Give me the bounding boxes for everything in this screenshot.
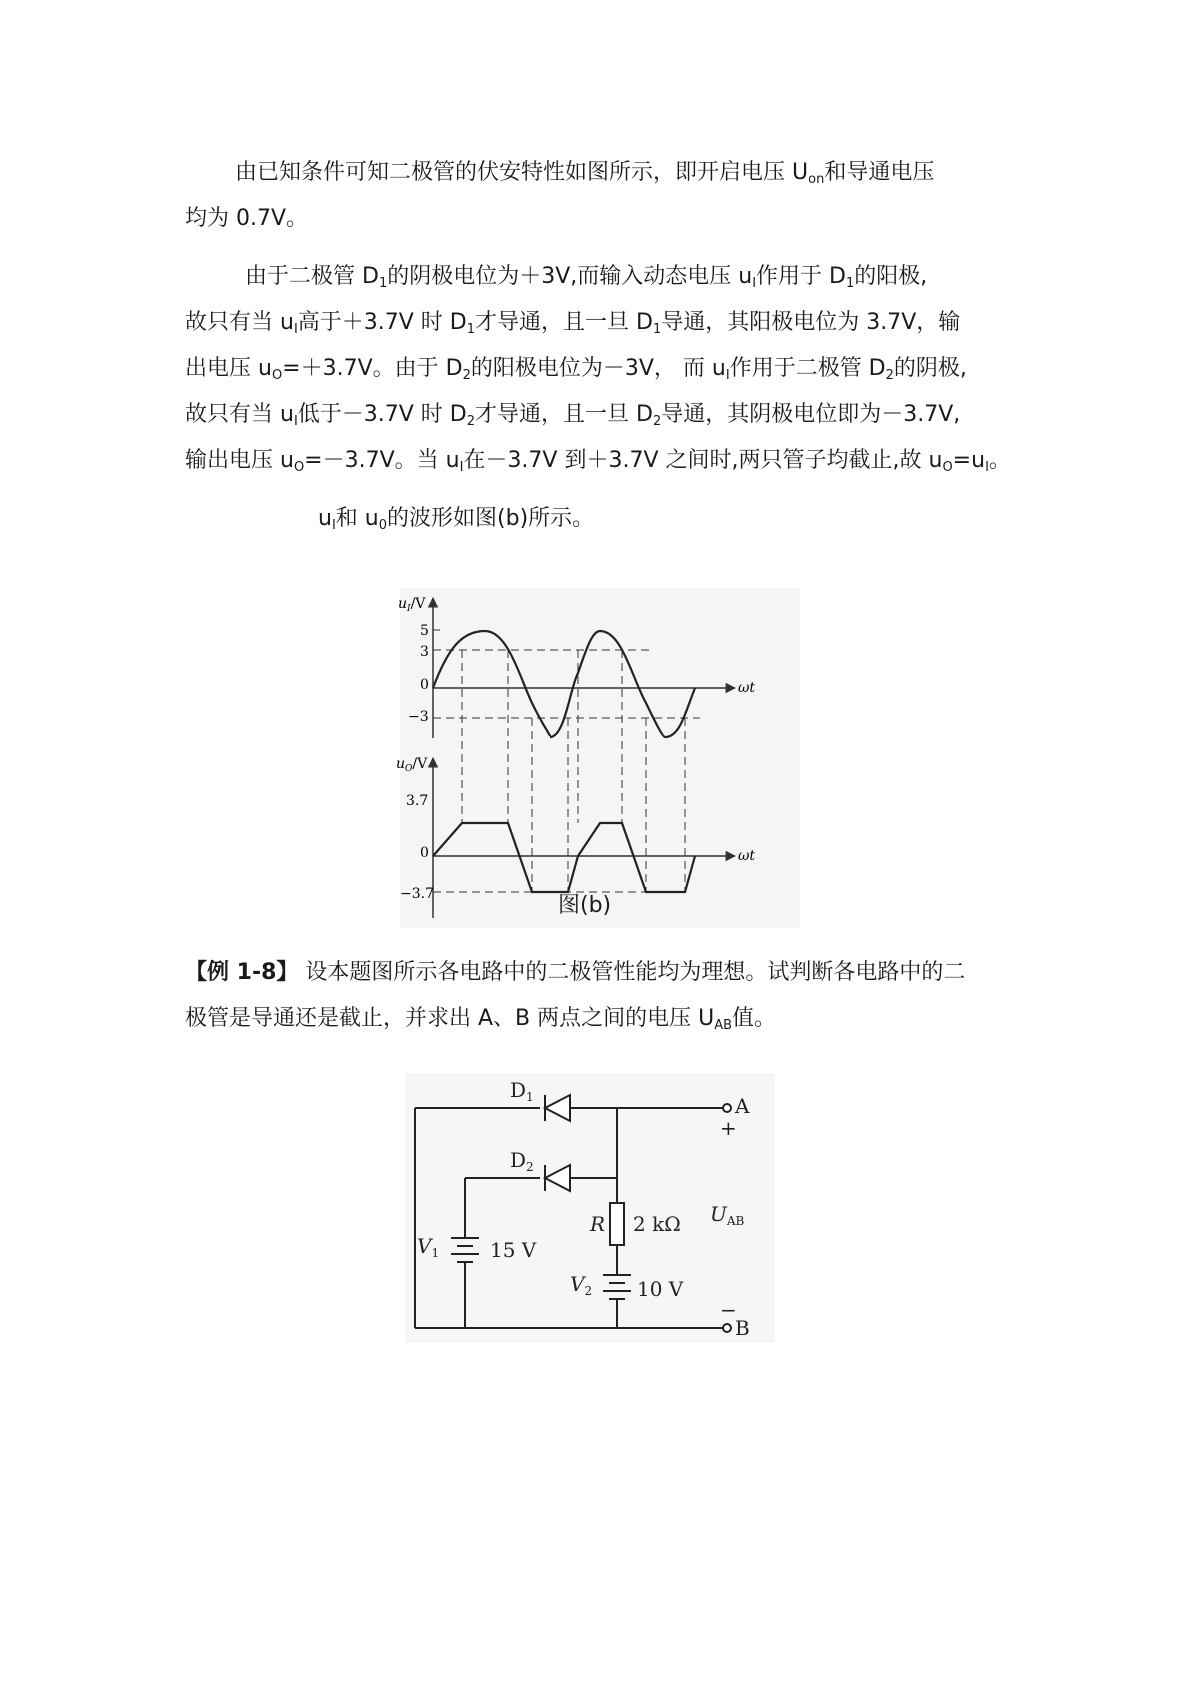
bottom-y-label: $u_O/V$ xyxy=(396,756,428,774)
text: 由于二极管 D xyxy=(245,264,379,289)
minus-sign: − xyxy=(720,1298,737,1322)
figure-b-caption: 图(b) xyxy=(558,893,612,918)
subscript: 2 xyxy=(466,414,476,429)
text: 的阳极, xyxy=(854,264,928,289)
text: 作用于 D xyxy=(756,264,846,289)
text: 的波形如图(b)所示。 xyxy=(387,506,595,531)
subscript: 1 xyxy=(652,322,662,337)
terminal-b-icon xyxy=(723,1324,731,1332)
text: 设本题图所示各电路中的二极管性能均为理想。试判断各电路中的二 xyxy=(298,960,966,985)
text: =－3.7V。当 u xyxy=(304,448,460,473)
r-label: R xyxy=(590,1212,606,1236)
text: =u xyxy=(952,448,986,473)
resistor-icon xyxy=(610,1203,624,1245)
para2-line5 xyxy=(185,438,1025,491)
b-label: B xyxy=(735,1316,750,1340)
subscript: O xyxy=(942,460,953,475)
text: 导通，其阴极电位即为－3.7V, xyxy=(661,402,961,427)
text: 的阳极电位为－3V， 而 u xyxy=(470,356,726,381)
subscript: O xyxy=(271,368,283,383)
d1-label: $D_1$ xyxy=(510,1078,534,1104)
top-x-label: ωt xyxy=(738,680,756,696)
text: =＋3.7V。由于 D xyxy=(282,356,463,381)
text: 的阴极, xyxy=(893,356,967,381)
r-value: 2 kΩ xyxy=(633,1212,681,1236)
text: 输出电压 u xyxy=(185,448,294,473)
v2-label: $V_2$ xyxy=(570,1272,593,1298)
subscript: I xyxy=(331,518,336,533)
bottom-x-label: ωt xyxy=(738,848,756,864)
subscript: 2 xyxy=(462,368,471,383)
tick-label: 3 xyxy=(420,644,429,660)
text: 和导通电压 xyxy=(824,160,935,185)
uab-label: $U_{AB}$ xyxy=(710,1202,745,1228)
para1-line2 xyxy=(185,196,1025,242)
para3 xyxy=(318,496,1158,549)
tick-label: 5 xyxy=(420,623,429,639)
text: 低于－3.7V 时 D xyxy=(297,402,467,427)
circuit-diagram xyxy=(405,1073,775,1343)
figure-background xyxy=(400,588,800,928)
text: 故只有当 u xyxy=(185,402,294,427)
subscript: on xyxy=(808,172,825,187)
subscript: 0 xyxy=(378,518,388,533)
example-line1 xyxy=(185,950,1025,996)
text: 由已知条件可知二极管的伏安特性如图所示，即开启电压 U xyxy=(235,160,809,185)
plus-sign: + xyxy=(720,1116,737,1140)
subscript: 1 xyxy=(378,276,388,291)
example-label: 【例 1-8】 xyxy=(185,960,299,985)
text: 和 u xyxy=(335,506,379,531)
d2-label: $D_2$ xyxy=(510,1148,534,1174)
text: u xyxy=(318,506,332,531)
text: 在－3.7V 到＋3.7V 之间时,两只管子均截止,故 u xyxy=(463,448,943,473)
text: 。 xyxy=(988,448,1011,473)
v2-value: 10 V xyxy=(637,1277,684,1301)
text: 高于＋3.7V 时 D xyxy=(297,310,467,335)
subscript: I xyxy=(752,276,757,291)
text: 故只有当 u xyxy=(185,310,294,335)
a-label: A xyxy=(735,1094,750,1118)
subscript: I xyxy=(459,460,464,475)
tick-label: 0 xyxy=(420,845,429,861)
subscript: AB xyxy=(714,1018,733,1033)
subscript: I xyxy=(293,322,298,337)
text: 出电压 u xyxy=(185,356,272,381)
subscript: I xyxy=(985,460,989,475)
terminal-a-icon xyxy=(723,1104,731,1112)
tick-label: −3 xyxy=(408,709,429,725)
subscript: 2 xyxy=(652,414,662,429)
text: 导通，其阳极电位为 3.7V，输 xyxy=(661,310,961,335)
tick-label: 3.7 xyxy=(406,793,429,809)
subscript: I xyxy=(725,368,730,383)
tick-label: 0 xyxy=(420,677,429,693)
text: 均为 0.7V。 xyxy=(185,206,309,231)
subscript: I xyxy=(293,414,298,429)
waveform-figure xyxy=(396,588,800,928)
v1-value: 15 V xyxy=(490,1238,537,1262)
subscript: O xyxy=(293,460,305,475)
text: 极管是导通还是截止，并求出 A、B 两点之间的电压 U xyxy=(185,1006,715,1031)
v1-label: $V_1$ xyxy=(417,1234,440,1260)
subscript: 2 xyxy=(885,368,894,383)
example-line2 xyxy=(185,996,1025,1049)
text: 的阴极电位为＋3V,而输入动态电压 u xyxy=(387,264,753,289)
text: 作用于二极管 D xyxy=(729,356,886,381)
text: 才导通，且一旦 D xyxy=(475,310,653,335)
top-y-label: $u_I/V$ xyxy=(398,596,426,614)
subscript: 1 xyxy=(845,276,855,291)
text: 才导通，且一旦 D xyxy=(475,402,653,427)
tick-label: −3.7 xyxy=(400,886,434,902)
text: 值。 xyxy=(732,1006,777,1031)
subscript: 1 xyxy=(466,322,476,337)
